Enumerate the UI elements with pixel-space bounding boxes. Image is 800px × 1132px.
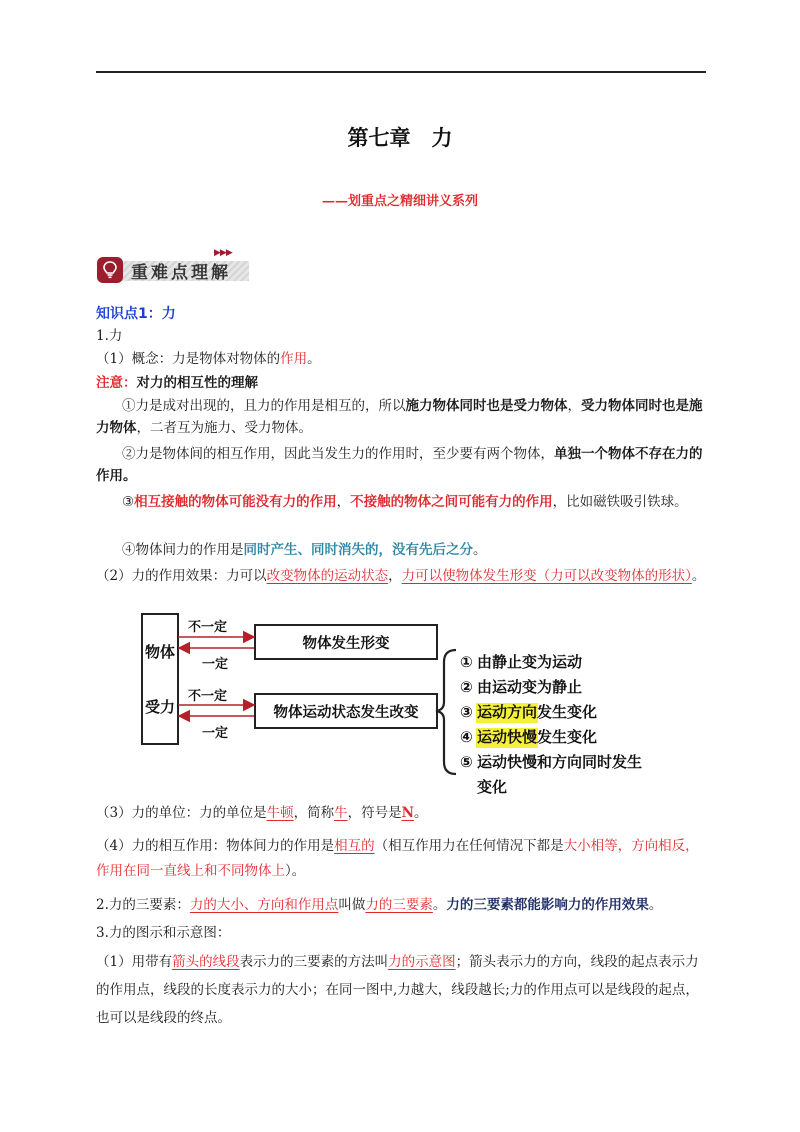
mutual-line: （4）力的相互作用：物体间力的作用是相互的（相互作用力在任何情况下都是大小相等，方向相反，作用在同一直线上和不同物体上）。 [96, 838, 699, 879]
motion-change-item [460, 728, 597, 748]
bottom-certain-label: 一定 [202, 726, 229, 741]
note-line: 注意：对力的相互性的理解 [96, 375, 258, 391]
motion-change-item-text: 由静止变为运动 [477, 653, 583, 671]
kp1-section: 1.力 [96, 328, 123, 344]
series-subtitle: ——划重点之精细讲义系列 [321, 194, 478, 209]
point-1: ①力是成对出现的，且力的作用是相互的，所以施力物体同时也是受力物体，受力物体同时也是施力物体，二者互为施力、受力物体。 [96, 398, 703, 436]
lightbulb-icon [97, 257, 123, 283]
force-box-line1: 物体 [144, 643, 176, 661]
banner-label: 重难点理解 [131, 263, 231, 283]
kp3-heading: 3.力的图示和示意图： [96, 925, 231, 941]
motion-change-item-number: ② [460, 678, 473, 696]
motion-change-item-number: ④ [460, 728, 473, 746]
motion-change-item [477, 778, 507, 796]
motion-change-item-text: 发生变化 [537, 703, 598, 721]
motion-change-item-text: 由运动变为静止 [477, 678, 583, 696]
motion-change-item-number: ③ [460, 703, 473, 721]
force-box-line2: 受力 [144, 698, 176, 716]
motion-change-item-number: ⑤ [460, 753, 473, 771]
kp1-heading: 知识点1：力 [96, 306, 176, 322]
deformation-box-label: 物体发生形变 [302, 636, 390, 652]
section-banner [97, 248, 257, 286]
motion-change-item-highlight: 运动快慢 [477, 728, 538, 746]
top-not-certain-label: 不一定 [188, 620, 228, 635]
motion-change-item [460, 678, 582, 696]
motion-change-item-highlight: 运动方向 [477, 703, 538, 721]
point-4: ④物体间力的作用是同时产生、同时消失的，没有先后之分。 [122, 542, 487, 558]
motion-change-list [460, 653, 642, 796]
motion-change-box-label: 物体运动状态发生改变 [273, 705, 419, 721]
curly-brace [436, 650, 456, 774]
motion-change-item-text: 变化 [477, 778, 508, 796]
motion-change-item-text: 运动快慢和方向同时发生 [477, 753, 643, 771]
unit-line: （3）力的单位：力的单位是牛顿，简称牛，符号是N。 [96, 805, 428, 821]
three-elements-line: 2.力的三要素：力的大小、方向和作用点叫做力的三要素。力的三要素都能影响力的作用效果。 [96, 897, 663, 913]
motion-change-item [460, 703, 597, 723]
header-rule [96, 71, 706, 73]
motion-change-item [460, 653, 582, 671]
motion-change-item [460, 753, 642, 771]
point-2: ②力是物体间的相互作用，因此当发生力的作用时，至少要有两个物体，单独一个物体不存在力的作用。 [96, 446, 703, 484]
top-certain-label: 一定 [202, 657, 229, 672]
point-3: ③相互接触的物体可能没有力的作用，不接触的物体之间可能有力的作用，比如磁铁吸引铁球。 [122, 494, 688, 510]
force-box [142, 614, 178, 744]
concept-line: （1）概念：力是物体对物体的作用。 [96, 351, 321, 367]
chapter-title: 第七章 力 [347, 126, 453, 150]
bottom-not-certain-label: 不一定 [188, 689, 228, 704]
effect-line: （2）力的作用效果：力可以改变物体的运动状态，力可以使物体发生形变（力可以改变物体的形状）。 [96, 568, 706, 584]
motion-change-item-text: 发生变化 [537, 728, 598, 746]
triangle-arrows-icon: ▶▶▶ [214, 248, 232, 258]
diagram-method-line: （1）用带有箭头的线段表示力的三要素的方法叫力的示意图；箭头表示力的方向，线段的起点表示力的作用点，线段的长度表示力的大小；在同一图中,力越大，线段越长;力的作用点可以是线段的起点，也可以是线段的终点。 [96, 954, 699, 1026]
motion-change-item-number: ① [460, 653, 473, 671]
force-effect-diagram [138, 612, 668, 802]
